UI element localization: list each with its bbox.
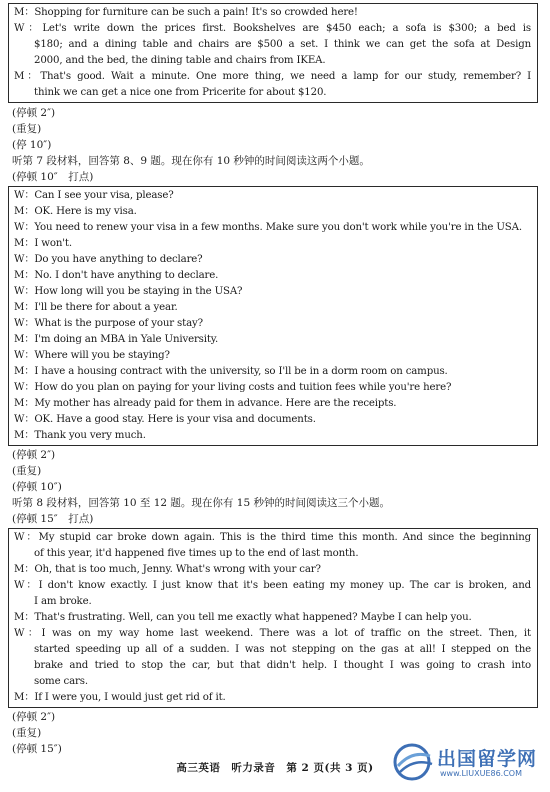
dialogue-line: of this year, it'd happened five times up to the end of last month. <box>34 548 359 559</box>
dialogue-line: some cars. <box>34 676 88 687</box>
dialogue-line: W：Do you have anything to declare? <box>14 254 203 265</box>
logo-emblem-icon <box>392 742 436 782</box>
dialogue-line: M：That's good. Wait a minute. One more thing, we need a lamp for our study, remember? I <box>14 71 531 82</box>
pause-note: (停顿 2″) <box>12 107 56 119</box>
dialogue-line: M：Oh, that is too much, Jenny. What's wrong with your car? <box>14 564 321 575</box>
dialogue-line: brake and tried to stop the car, but that didn't help. I thought I was going to crash into <box>34 660 531 671</box>
dialogue-line: W：I was on my way home last weekend. There was a lot of traffic on the street. Then, it <box>14 628 531 639</box>
dialogue-line: I am broke. <box>34 596 92 607</box>
dialogue-line: W：Can I see your visa, please? <box>14 190 174 201</box>
pause-note: (停顿 15″) <box>12 743 62 755</box>
pause-note: (停顿 10″ 打点) <box>12 171 94 183</box>
dialogue-line: M：Shopping for furniture can be such a pain! It's so crowded here! <box>14 7 358 18</box>
dialogue-line: W：How long will you be staying in the USA? <box>14 286 243 297</box>
dialogue-line: M：I'll be there for about a year. <box>14 302 178 313</box>
dialogue-line: W：Where will you be staying? <box>14 350 170 361</box>
dialogue-line: W：What is the purpose of your stay? <box>14 318 203 329</box>
dialogue-line: $180; and a dining table and chairs are $500 a set. I think we can get the sofa at Design <box>34 39 531 50</box>
dialogue-line: M：I have a housing contract with the university, so I'll be in a dorm room on campus. <box>14 366 448 377</box>
section-8-instruction: 听第 8 段材料，回答第 10 至 12 题。现在你有 15 秒钟的时间阅读这三个小题。 <box>12 497 390 509</box>
dialogue-line: W：How do you plan on paying for your living costs and tuition fees while you're here? <box>14 382 452 393</box>
dialogue-line: M：OK. Here is my visa. <box>14 206 137 217</box>
dialogue-box-furniture <box>8 3 538 103</box>
dialogue-line: 2000, and the bed, the dining table and chairs from IKEA. <box>34 55 326 66</box>
dialogue-line: W：Let's write down the prices first. Bookshelves are $450 each; a sofa is $300; a bed is <box>14 23 531 34</box>
repeat-note: (重复) <box>12 123 42 135</box>
pause-note: (停顿 15″ 打点) <box>12 513 94 525</box>
dialogue-line: M：That's frustrating. Well, can you tell me exactly what happened? Maybe I can help you. <box>14 612 472 623</box>
repeat-note: (重复) <box>12 465 42 477</box>
dialogue-line: M：I'm doing an MBA in Yale University. <box>14 334 219 345</box>
section-7-instruction: 听第 7 段材料，回答第 8、9 题。现在你有 10 秒钟的时间阅读这两个小题。 <box>12 155 370 167</box>
dialogue-line: M：I won't. <box>14 238 72 249</box>
page-footer: 高三英语 听力录音 第 2 页(共 3 页) <box>176 762 374 774</box>
dialogue-line: W：My stupid car broke down again. This is the third time this month. And since the beginning <box>14 532 531 543</box>
dialogue-line: M：Thank you very much. <box>14 430 146 441</box>
dialogue-line: M：If I were you, I would just get rid of it. <box>14 692 226 703</box>
dialogue-line: think we can get a nice one from Pricerite for about $120. <box>34 87 327 98</box>
dialogue-line: M：My mother has already paid for them in advance. Here are the receipts. <box>14 398 397 409</box>
dialogue-line: W：I don't know exactly. I just know that it's been eating my money up. The car is broken, and <box>14 580 531 591</box>
dialogue-line: W：OK. Have a good stay. Here is your visa and documents. <box>14 414 316 425</box>
pause-note: (停顿 10″) <box>12 481 62 493</box>
dialogue-box-car <box>8 528 538 708</box>
pause-note: (停顿 2″) <box>12 449 56 461</box>
watermark-logo <box>392 742 542 786</box>
pause-note: (停顿 2″) <box>12 711 56 723</box>
dialogue-box-visa <box>8 186 538 446</box>
pause-note: (停 10″) <box>12 139 52 151</box>
dialogue-line: W：You need to renew your visa in a few months. Make sure you don't work while you're in the USA. <box>14 222 522 233</box>
logo-url: www.LIUXUE86.COM <box>440 769 523 778</box>
dialogue-line: M：No. I don't have anything to declare. <box>14 270 219 281</box>
logo-text: 出国留学网 <box>437 748 538 770</box>
dialogue-line: started speeding up all of a sudden. I was not stepping on the gas at all! I stepped on the <box>34 644 531 655</box>
repeat-note: (重复) <box>12 727 42 739</box>
